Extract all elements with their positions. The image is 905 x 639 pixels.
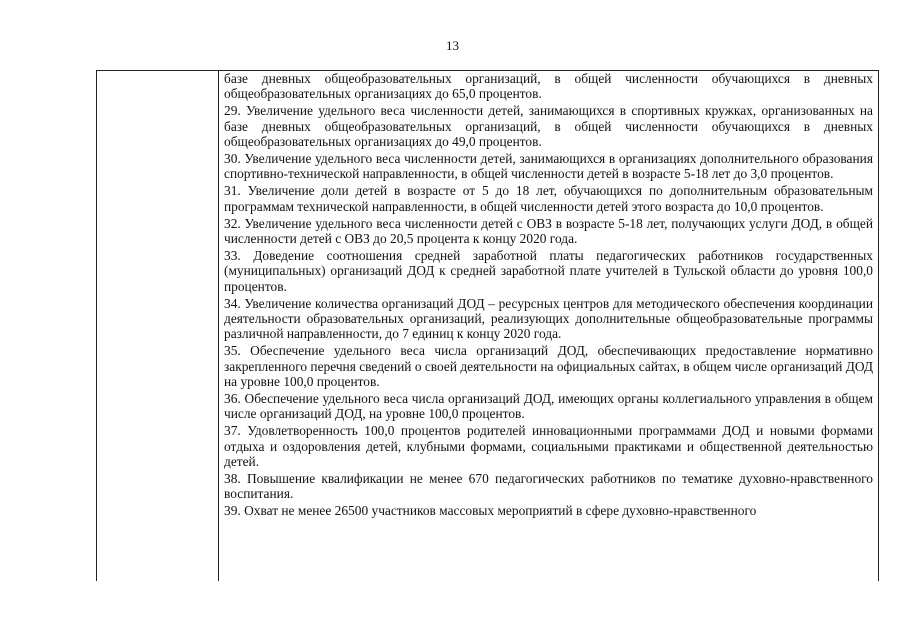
indicator-item: 36. Обеспечение удельного веса числа организаций ДОД, имеющих органы коллегиального управления в общем числе организаций ДОД, на уровне 100,0 процентов.: [224, 391, 873, 422]
page-number: 13: [446, 38, 459, 53]
indicator-item: 39. Охват не менее 26500 участников массовых мероприятий в сфере духовно-нравственного: [224, 503, 757, 519]
indicators-table: [96, 70, 879, 581]
indicator-item: 30. Увеличение удельного веса численности детей, занимающихся в организациях дополнительного образования спортивно-технической направленности, в общей численности детей в возрасте 5-18 лет до 3,0 процентов.: [224, 151, 873, 182]
indicator-item: 35. Обеспечение удельного веса числа организаций ДОД, обеспечивающих предоставление нормативно закрепленного перечня сведений о своей деятельности на официальных сайтах, в общем числе организаций ДОД на уровне 100,0 процентов.: [224, 343, 873, 389]
table-right-column: [219, 71, 878, 521]
indicator-item: 32. Увеличение удельного веса численности детей с ОВЗ в возрасте 5-18 лет, получающих услуги ДОД, в общей численности детей с ОВЗ до 20,5 процента к концу 2020 года.: [224, 215, 873, 247]
indicator-item: 38. Повышение квалификации не менее 670 педагогических работников по тематике духовно-нравственного воспитания.: [224, 471, 873, 502]
indicator-item: 29. Увеличение удельного веса численности детей, занимающихся в спортивных кружках, организованных на базе дневных общеобразовательных организаций, в общей численности обучающихся в дневных общеобразовательных организациях до 49,0 процентов.: [224, 103, 873, 149]
indicator-item: 34. Увеличение количества организаций ДОД – ресурсных центров для методического обеспечения координации деятельности образовательных организаций, реализующих дополнительные общеобразовательные программы различной направленности, до 7 единиц к концу 2020 года.: [224, 295, 873, 342]
table-left-column: [97, 71, 219, 581]
indicator-item: базе дневных общеобразовательных организаций, в общей численности обучающихся в дневных общеобразовательных организациях до 65,0 процентов.: [224, 71, 873, 102]
indicator-item: 33. Доведение соотношения средней заработной платы педагогических работников государственных (муниципальных) организаций ДОД к средней заработной плате учителей в Тульской области до уровня 100,0 процентов.: [224, 248, 873, 294]
indicator-item: 37. Удовлетворенность 100,0 процентов родителей инновационными программами ДОД и новыми формами отдыха и оздоровления детей, клубными формами, социальными практиками и общественной деятельностью детей.: [224, 423, 873, 469]
indicator-item: 31. Увеличение доли детей в возрасте от 5 до 18 лет, обучающихся по дополнительным образовательным программам технической направленности, в общей численности детей этого возраста до 10,0 процентов.: [224, 183, 873, 214]
